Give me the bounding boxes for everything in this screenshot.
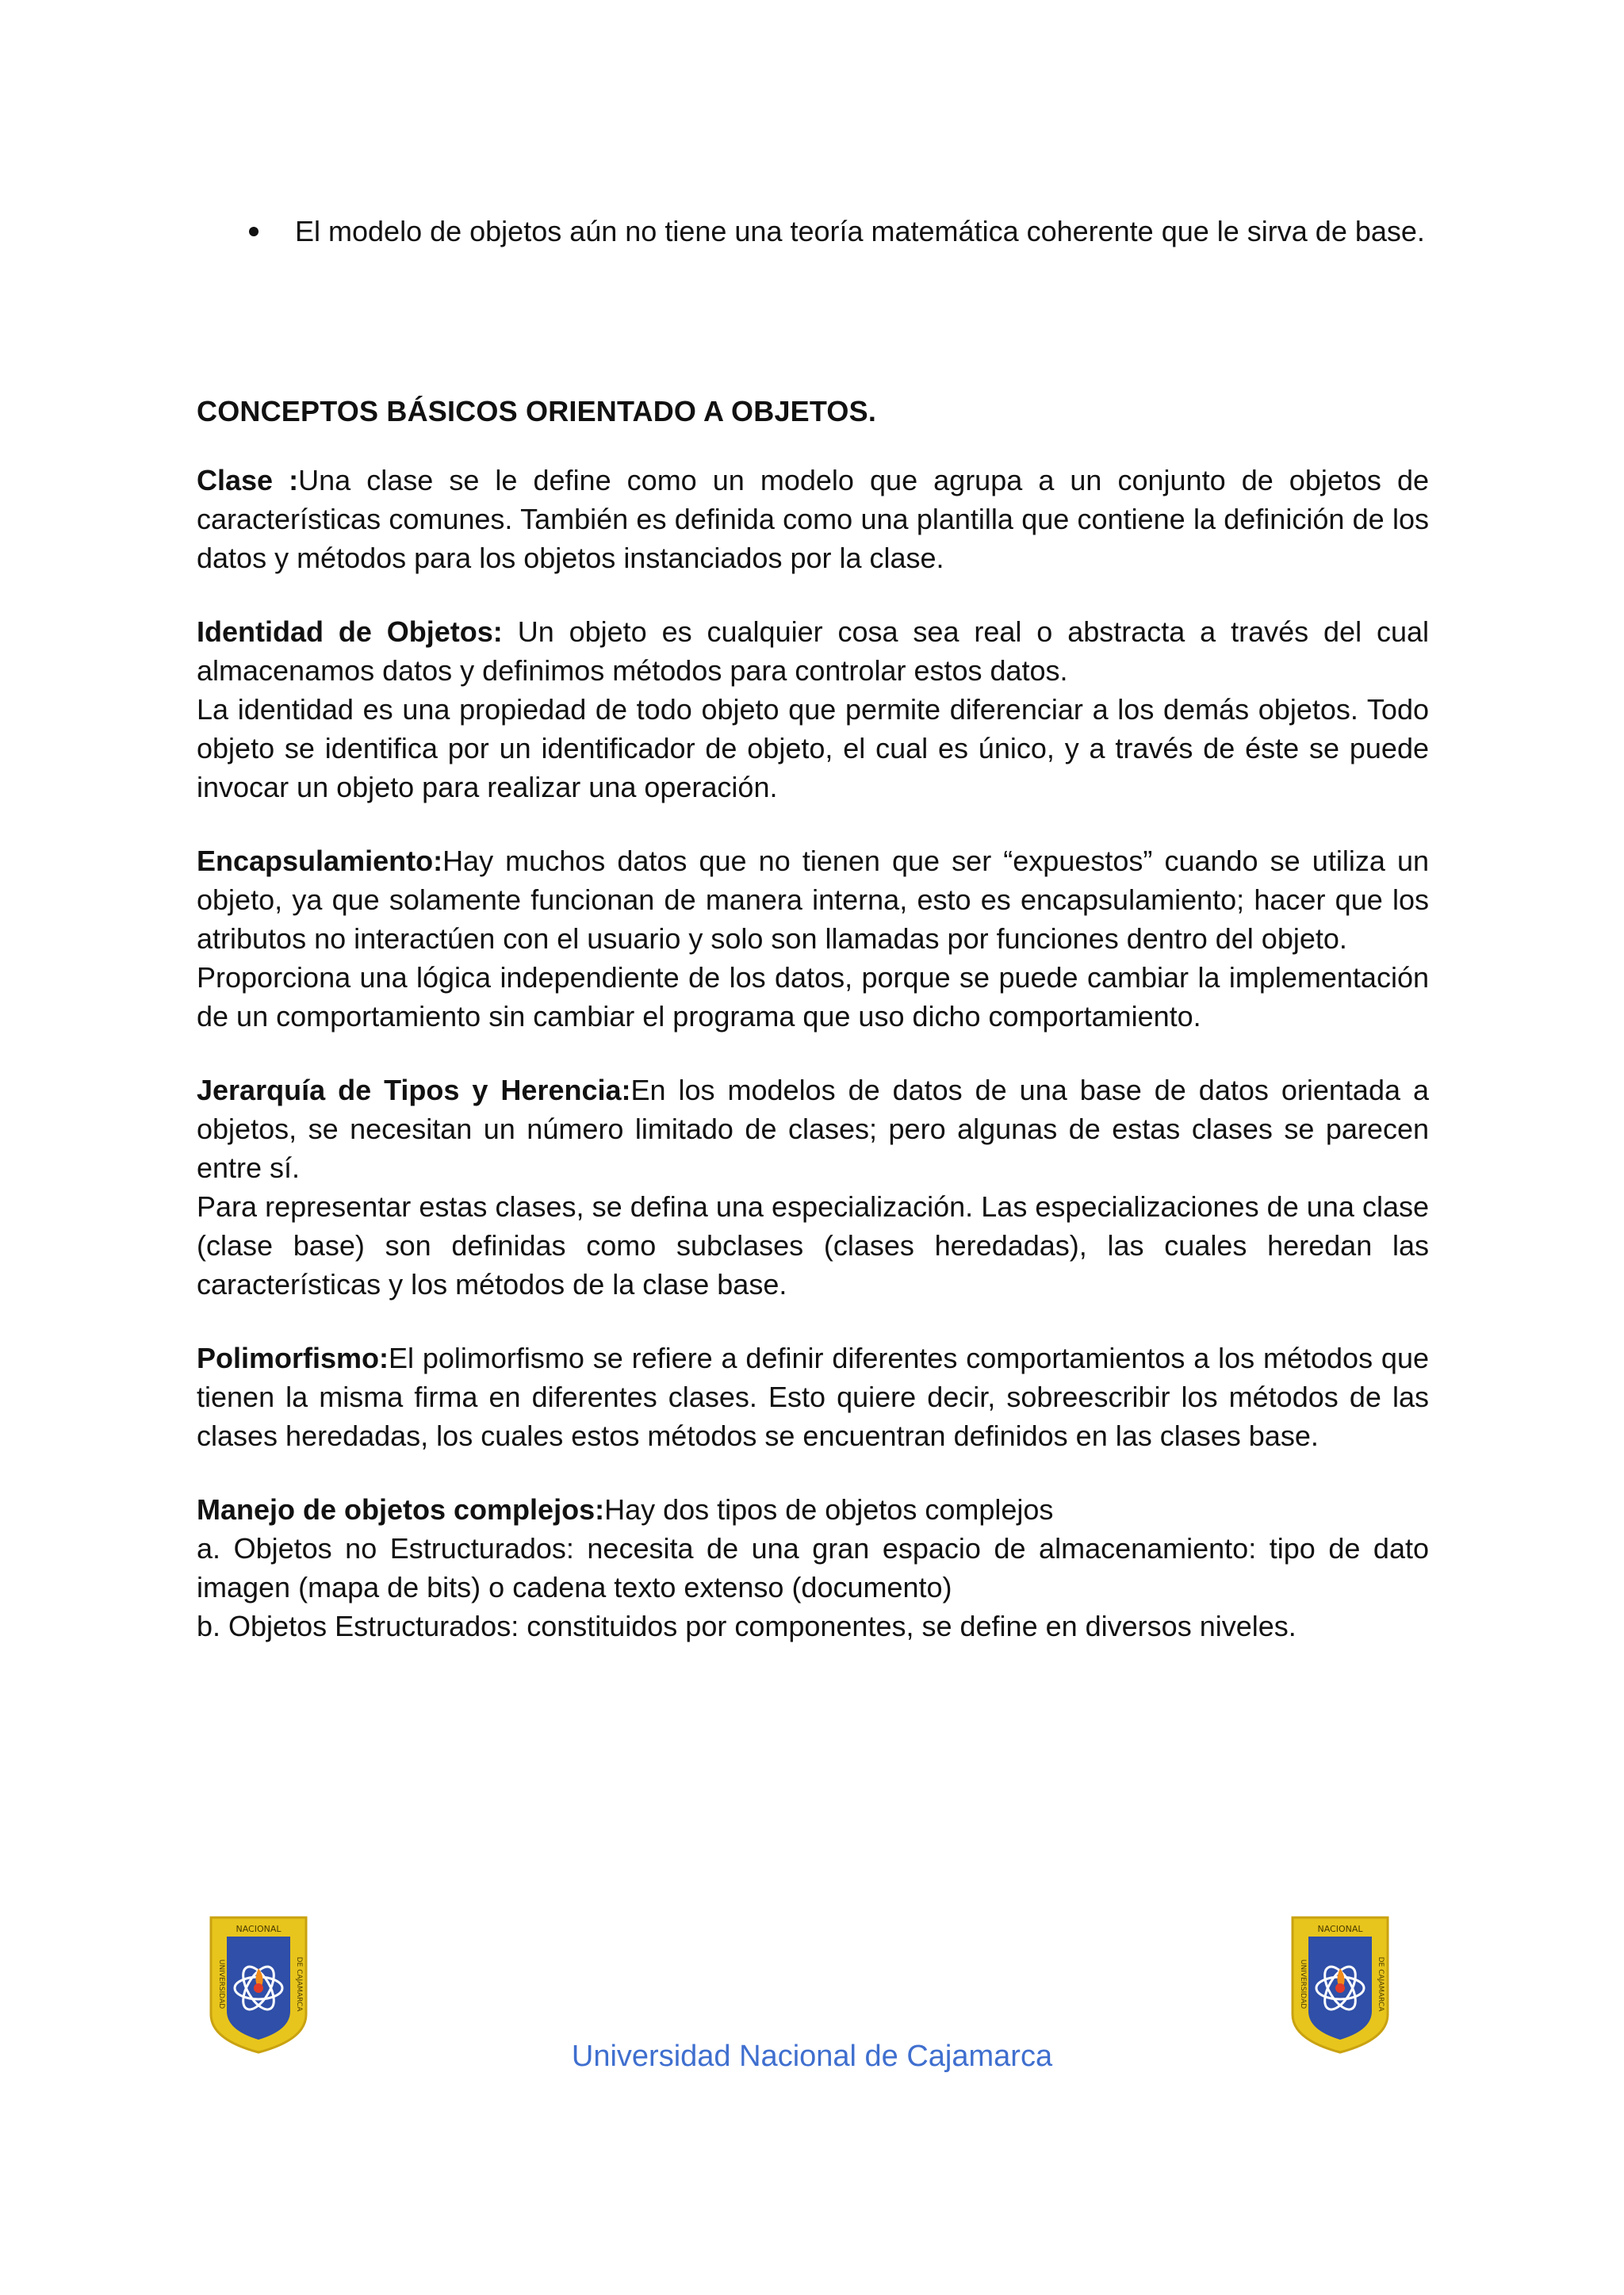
text-identidad-2: La identidad es una propiedad de todo objeto que permite diferenciar a los demás objetos. Todo objeto se identifica por un identificador de objeto, el cual es único, y a través de éste se puede invocar un objeto para realizar una operación. [197, 693, 1429, 803]
section-manejo [197, 1490, 1429, 1646]
text-identidad: Un objeto es cualquier cosa sea real o abstracta a través del cual almacenamos datos y definimos métodos para controlar estos datos. [197, 615, 1429, 687]
term-clase: Clase : [197, 464, 299, 496]
university-seal-icon [205, 1913, 312, 2056]
section-encapsulamiento [197, 841, 1429, 1036]
university-seal-icon [1286, 1913, 1394, 2056]
page-content [197, 208, 1429, 1680]
seal-text-right: DE CAJAMARCA [295, 1956, 303, 2012]
bullet-dot-icon [249, 227, 259, 236]
seal-text-top: NACIONAL [236, 1924, 282, 1934]
footer-university-name: Universidad Nacional de Cajamarca [571, 2040, 1053, 2073]
text-polimorfismo: El polimorfismo se refiere a definir diferentes comportamientos a los métodos que tienen la misma firma en diferentes clases. Esto quiere decir, sobreescribir los métodos de las clases heredadas, los cuales estos métodos se encuentran definidos en las clases base. [197, 1342, 1429, 1452]
seal-text-left: UNIVERSIDAD [217, 1959, 225, 2010]
item-a: a. Objetos no Estructurados: necesita de una gran espacio de almacenamiento: tipo de dato imagen (mapa de bits) o cadena texto extenso (documento) [197, 1532, 1429, 1603]
section-polimorfismo [197, 1339, 1429, 1455]
text-jerarquia-2: Para representar estas clases, se defina una especialización. Las especializaciones de una clase (clase base) son definidas como subclases (clases heredadas), las cuales heredan las características y los métodos de la clase base. [197, 1190, 1429, 1301]
text-encapsulamiento-2: Proporciona una lógica independiente de los datos, porque se puede cambiar la implementación de un comportamiento sin cambiar el programa que uso dicho comportamiento. [197, 961, 1429, 1033]
text-encapsulamiento: Hay muchos datos que no tienen que ser “expuestos” cuando se utiliza un objeto, ya que solamente funcionan de manera interna, esto es encapsulamiento; hacer que los atributos no interactúen con el usuario y solo son llamadas por funciones dentro del objeto. [197, 845, 1429, 955]
text-manejo: Hay dos tipos de objetos complejos [604, 1493, 1054, 1526]
seal-text-top: NACIONAL [1317, 1924, 1363, 1934]
bullet-text: El modelo de objetos aún no tiene una teoría matemática coherente que le sirva de base. [295, 215, 1425, 247]
term-encapsulamiento: Encapsulamiento: [197, 845, 443, 877]
section-heading: CONCEPTOS BÁSICOS ORIENTADO A OBJETOS. [197, 395, 877, 427]
term-manejo: Manejo de objetos complejos: [197, 1493, 605, 1526]
term-jerarquia: Jerarquía de Tipos y Herencia: [197, 1074, 631, 1106]
section-identidad [197, 612, 1429, 807]
text-jerarquia: En los modelos de datos de una base de datos orientada a objetos, se necesitan un número limitado de clases; pero algunas de estas clases se parecen entre sí. [197, 1074, 1429, 1184]
term-identidad: Identidad de Objetos: [197, 615, 503, 648]
term-polimorfismo: Polimorfismo: [197, 1342, 389, 1374]
text-clase: Una clase se le define como un modelo que agrupa a un conjunto de objetos de características comunes. También es definida como una plantilla que contiene la definición de los datos y métodos para los objetos instanciados por la clase. [197, 464, 1429, 574]
bullet-item [197, 208, 1429, 255]
seal-text-left: UNIVERSIDAD [1299, 1959, 1307, 2010]
seal-text-right: DE CAJAMARCA [1377, 1956, 1385, 2012]
section-clase [197, 461, 1429, 577]
section-jerarquia [197, 1071, 1429, 1304]
item-b: b. Objetos Estructurados: constituidos por componentes, se define en diversos niveles. [197, 1610, 1297, 1642]
